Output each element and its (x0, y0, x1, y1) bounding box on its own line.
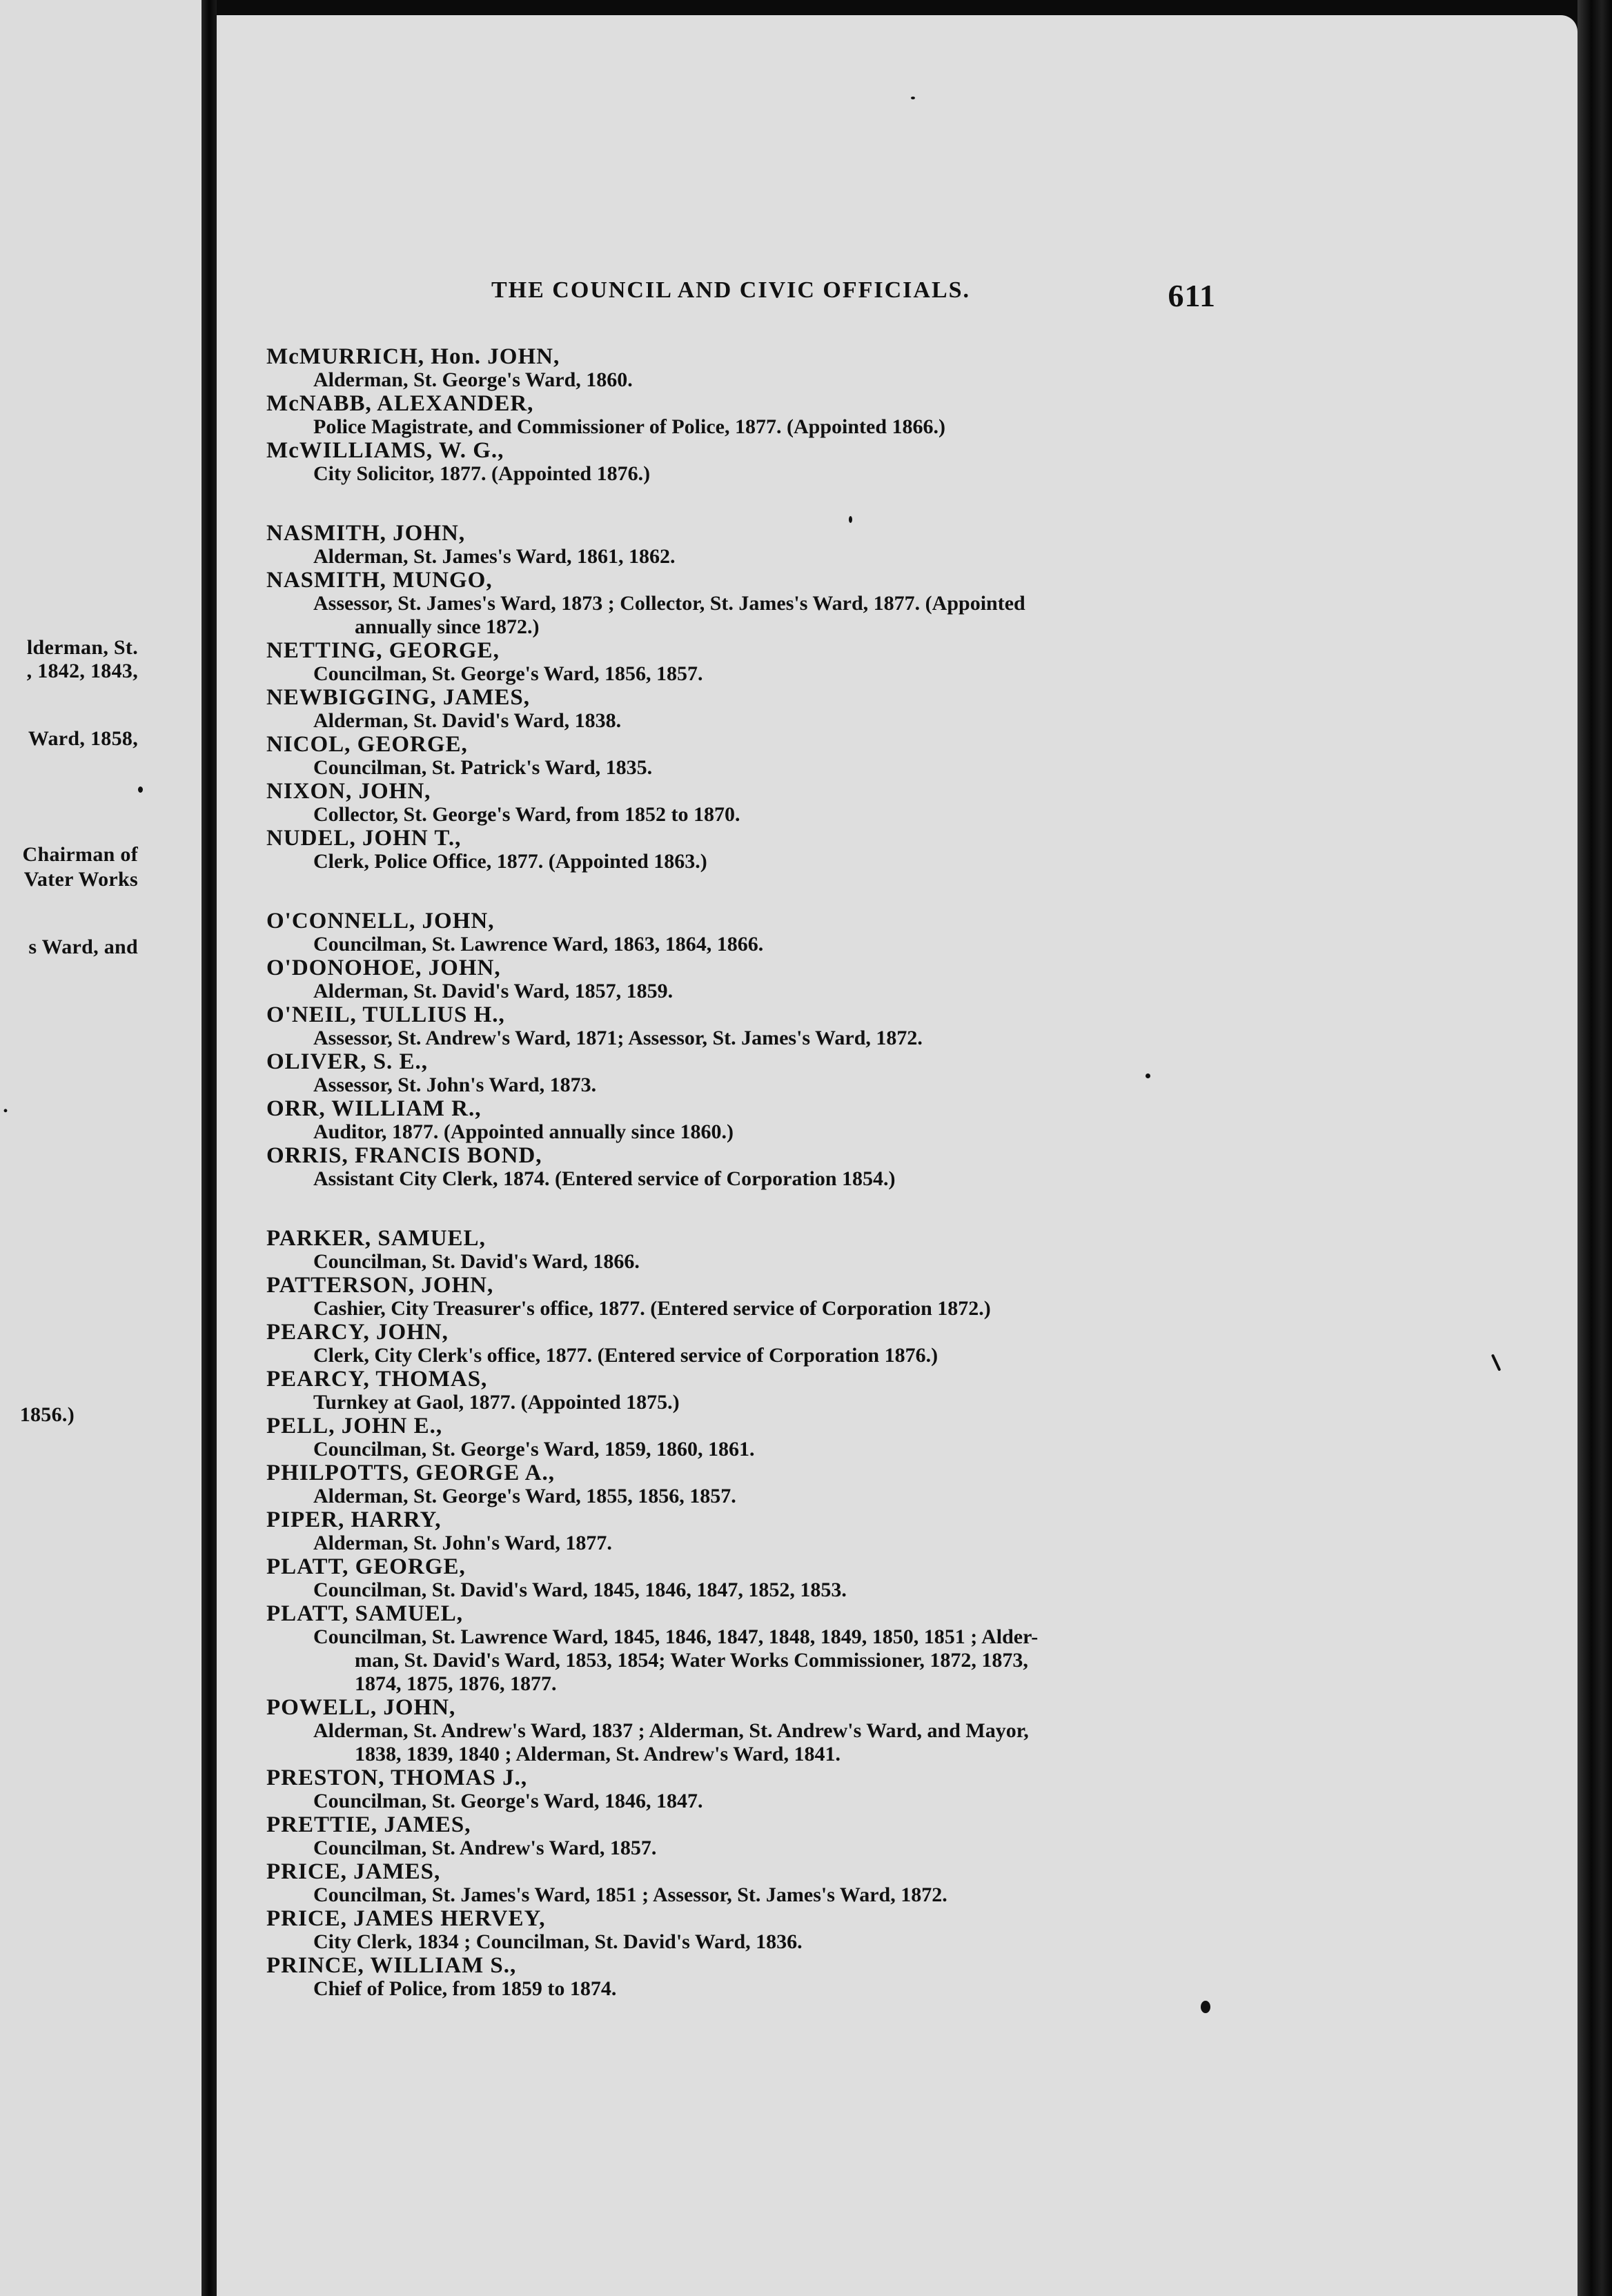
directory-entry (266, 1274, 1274, 1320)
left-page-fragment: 1856.) (19, 1403, 75, 1426)
entry-detail-text: Turnkey at Gaol, 1877. (Appointed 1875.) (313, 1391, 680, 1414)
directory-entry (266, 909, 1274, 956)
entry-name: PLATT, GEORGE, (266, 1554, 466, 1579)
entry-detail (266, 1790, 1274, 1813)
entry-detail-text: Assistant City Clerk, 1874. (Entered service of Corporation 1854.) (313, 1167, 896, 1190)
entry-detail-text: Clerk, Police Office, 1877. (Appointed 1863.) (313, 850, 707, 873)
directory-entry (266, 522, 1274, 568)
entry-detail (266, 1485, 1274, 1508)
entry-name: PRICE, JAMES, (266, 1859, 441, 1884)
entry-detail (266, 803, 1274, 827)
entry-name: ORR, WILLIAM R., (266, 1096, 482, 1121)
entry-detail-continuation: man, St. David's Ward, 1853, 1854; Water Works Commissioner, 1872, 1873, (355, 1649, 1028, 1672)
entry-detail (266, 1883, 1274, 1907)
entry-name: NUDEL, JOHN T., (266, 826, 462, 851)
entry-detail (266, 1027, 1274, 1050)
entry-name: PIPER, HARRY, (266, 1507, 442, 1532)
entry-detail-text: Assessor, St. John's Ward, 1873. (313, 1073, 597, 1096)
entry-name: PRESTON, THOMAS J., (266, 1765, 528, 1790)
entry-detail (266, 933, 1274, 956)
directory-entry (266, 1508, 1274, 1555)
left-page-fragment: Ward, 1858, (28, 727, 138, 750)
directory-entry (266, 1003, 1274, 1050)
entry-name: PEARCY, THOMAS, (266, 1367, 488, 1392)
entry-detail-text: Alderman, St. John's Ward, 1877. (313, 1532, 612, 1554)
entry-detail-text: Cashier, City Treasurer's office, 1877. (Entered service of Corporation 1872.) (313, 1297, 991, 1320)
entry-detail (266, 545, 1274, 568)
entry-detail (266, 1837, 1274, 1860)
print-speck (1201, 2001, 1210, 2013)
print-speck (849, 516, 852, 523)
directory-entry (266, 1555, 1274, 1602)
directory-entry (266, 1461, 1274, 1508)
entry-name: NASMITH, JOHN, (266, 521, 466, 546)
entry-detail (266, 415, 1274, 439)
entry-detail-text: City Clerk, 1834 ; Councilman, St. David's Ward, 1836. (313, 1930, 803, 1953)
directory-entry (266, 1097, 1274, 1144)
entry-detail (266, 1977, 1274, 2001)
directory-entry (266, 827, 1274, 873)
entry-detail-text: Councilman, St. Andrew's Ward, 1857. (313, 1837, 657, 1859)
entry-name: O'CONNELL, JOHN, (266, 909, 495, 933)
entry-detail-text: Alderman, St. Andrew's Ward, 1837 ; Alderman, St. Andrew's Ward, and Mayor, (313, 1719, 1029, 1742)
directory-entry (266, 1766, 1274, 1813)
entry-detail (266, 1120, 1274, 1144)
entry-detail-text: Councilman, St. George's Ward, 1859, 1860, 1861. (313, 1438, 755, 1461)
entry-detail-text: Alderman, St. David's Ward, 1838. (313, 709, 622, 732)
print-speck (138, 786, 143, 793)
entry-detail (266, 1930, 1274, 1954)
entry-name: PELL, JOHN E., (266, 1414, 443, 1438)
entry-detail-text: Assessor, St. James's Ward, 1873 ; Collector, St. James's Ward, 1877. (Appointed (313, 592, 1025, 615)
entry-detail-text: Alderman, St. George's Ward, 1855, 1856, 1857. (313, 1485, 736, 1507)
entry-detail-text: Assessor, St. Andrew's Ward, 1871; Assessor, St. James's Ward, 1872. (313, 1027, 923, 1049)
print-speck (911, 97, 915, 99)
entry-name: OLIVER, S. E., (266, 1049, 429, 1074)
directory-entry (266, 1144, 1274, 1191)
entry-name: PLATT, SAMUEL, (266, 1601, 464, 1626)
entry-detail-text: Alderman, St. George's Ward, 1860. (313, 368, 633, 391)
directory-entry (266, 345, 1274, 392)
page-edge-shadow (1577, 0, 1612, 2296)
entry-detail (266, 1438, 1274, 1461)
directory-entry (266, 1696, 1274, 1766)
left-page-fragment: , 1842, 1843, (26, 660, 138, 682)
directory-entry (266, 639, 1274, 686)
entry-name: POWELL, JOHN, (266, 1695, 456, 1720)
entry-detail-text: Clerk, City Clerk's office, 1877. (Entered service of Corporation 1876.) (313, 1344, 938, 1367)
directory-entry (266, 780, 1274, 827)
entry-name: O'DONOHOE, JOHN, (266, 956, 501, 980)
entry-name: PRETTIE, JAMES, (266, 1812, 471, 1837)
entry-name: NETTING, GEORGE, (266, 638, 500, 663)
entry-detail (266, 1344, 1274, 1367)
entry-detail-continuation: 1874, 1875, 1876, 1877. (355, 1672, 557, 1695)
directory-entry (266, 568, 1274, 639)
entry-detail (266, 850, 1274, 873)
directory-entry (266, 1907, 1274, 1954)
entry-detail (266, 1625, 1274, 1696)
page-number: 611 (1168, 278, 1216, 313)
entry-detail-text: Alderman, St. James's Ward, 1861, 1862. (313, 545, 676, 568)
entry-name: PRICE, JAMES HERVEY, (266, 1906, 546, 1931)
directory-entry (266, 686, 1274, 733)
entry-detail-text: Councilman, St. David's Ward, 1845, 1846, 1847, 1852, 1853. (313, 1578, 847, 1601)
entry-detail (266, 1250, 1274, 1274)
entry-detail (266, 1719, 1274, 1766)
entry-name: ORRIS, FRANCIS BOND, (266, 1143, 542, 1168)
entry-detail (266, 1391, 1274, 1414)
entry-detail-text: Councilman, St. George's Ward, 1856, 1857. (313, 662, 703, 685)
directory-entry (266, 1050, 1274, 1097)
left-page-fragment: s Ward, and (28, 936, 138, 958)
directory-entry (266, 1813, 1274, 1860)
directory-entry (266, 1367, 1274, 1414)
left-page-fragment: Vater Works (23, 868, 138, 891)
entry-name: PATTERSON, JOHN, (266, 1273, 494, 1298)
entry-name: NASMITH, MUNGO, (266, 568, 493, 593)
directory-entry (266, 1954, 1274, 2001)
left-facing-page (0, 0, 202, 2296)
entry-detail-text: Auditor, 1877. (Appointed annually since 1860.) (313, 1120, 734, 1143)
entry-detail (266, 1073, 1274, 1097)
entry-detail-text: Councilman, St. Lawrence Ward, 1845, 1846, 1847, 1848, 1849, 1850, 1851 ; Alder- (313, 1625, 1039, 1648)
entry-detail-continuation: annually since 1872.) (355, 615, 540, 638)
entry-detail-text: City Solicitor, 1877. (Appointed 1876.) (313, 462, 651, 485)
entry-detail-text: Councilman, St. Lawrence Ward, 1863, 1864, 1866. (313, 933, 764, 956)
entry-detail-text: Chief of Police, from 1859 to 1874. (313, 1977, 617, 2000)
entry-detail (266, 592, 1274, 639)
entry-detail-text: Councilman, St. Patrick's Ward, 1835. (313, 756, 653, 779)
entry-detail (266, 662, 1274, 686)
entry-name: NEWBIGGING, JAMES, (266, 685, 530, 710)
directory-entry (266, 956, 1274, 1003)
directory-entry (266, 439, 1274, 486)
entry-detail (266, 1297, 1274, 1320)
entry-detail (266, 368, 1274, 392)
left-page-fragment: . (3, 1094, 8, 1117)
entry-name: McMURRICH, Hon. JOHN, (266, 344, 560, 369)
directory-entry (266, 392, 1274, 439)
entry-name: PEARCY, JOHN, (266, 1320, 449, 1345)
entry-detail (266, 1578, 1274, 1602)
entry-detail (266, 1167, 1274, 1191)
entry-detail-text: Police Magistrate, and Commissioner of Police, 1877. (Appointed 1866.) (313, 415, 946, 438)
entry-detail-text: Collector, St. George's Ward, from 1852 to 1870. (313, 803, 740, 826)
entry-detail-text: Alderman, St. David's Ward, 1857, 1859. (313, 980, 674, 1002)
entry-name: O'NEIL, TULLIUS H., (266, 1002, 505, 1027)
directory-entry (266, 1227, 1274, 1274)
print-speck (1146, 1073, 1150, 1078)
page-gutter (202, 0, 217, 2296)
entry-detail-text: Councilman, St. David's Ward, 1866. (313, 1250, 640, 1273)
directory-entries (266, 345, 1274, 2001)
directory-entry (266, 1414, 1274, 1461)
entry-detail (266, 709, 1274, 733)
entry-detail-text: Councilman, St. George's Ward, 1846, 1847. (313, 1790, 703, 1812)
entry-name: PARKER, SAMUEL, (266, 1226, 486, 1251)
entry-name: McNABB, ALEXANDER, (266, 391, 534, 416)
entry-detail-continuation: 1838, 1839, 1840 ; Alderman, St. Andrew's Ward, 1841. (355, 1743, 841, 1765)
entry-detail (266, 1532, 1274, 1555)
entry-name: PRINCE, WILLIAM S., (266, 1953, 517, 1978)
directory-entry (266, 1320, 1274, 1367)
running-head (491, 277, 1237, 313)
running-head-title: THE COUNCIL AND CIVIC OFFICIALS. (491, 277, 971, 303)
directory-entry (266, 1602, 1274, 1696)
entry-detail (266, 756, 1274, 780)
entry-name: NICOL, GEORGE, (266, 732, 468, 757)
entry-detail-text: Councilman, St. James's Ward, 1851 ; Assessor, St. James's Ward, 1872. (313, 1883, 947, 1906)
left-page-fragment: Chairman of (22, 843, 138, 866)
directory-entry (266, 1860, 1274, 1907)
entry-detail (266, 980, 1274, 1003)
entry-detail (266, 462, 1274, 486)
entry-name: NIXON, JOHN, (266, 779, 431, 804)
entry-name: McWILLIAMS, W. G., (266, 438, 504, 463)
entry-name: PHILPOTTS, GEORGE A., (266, 1461, 555, 1485)
directory-entry (266, 733, 1274, 780)
left-page-fragment: lderman, St. (26, 636, 138, 659)
